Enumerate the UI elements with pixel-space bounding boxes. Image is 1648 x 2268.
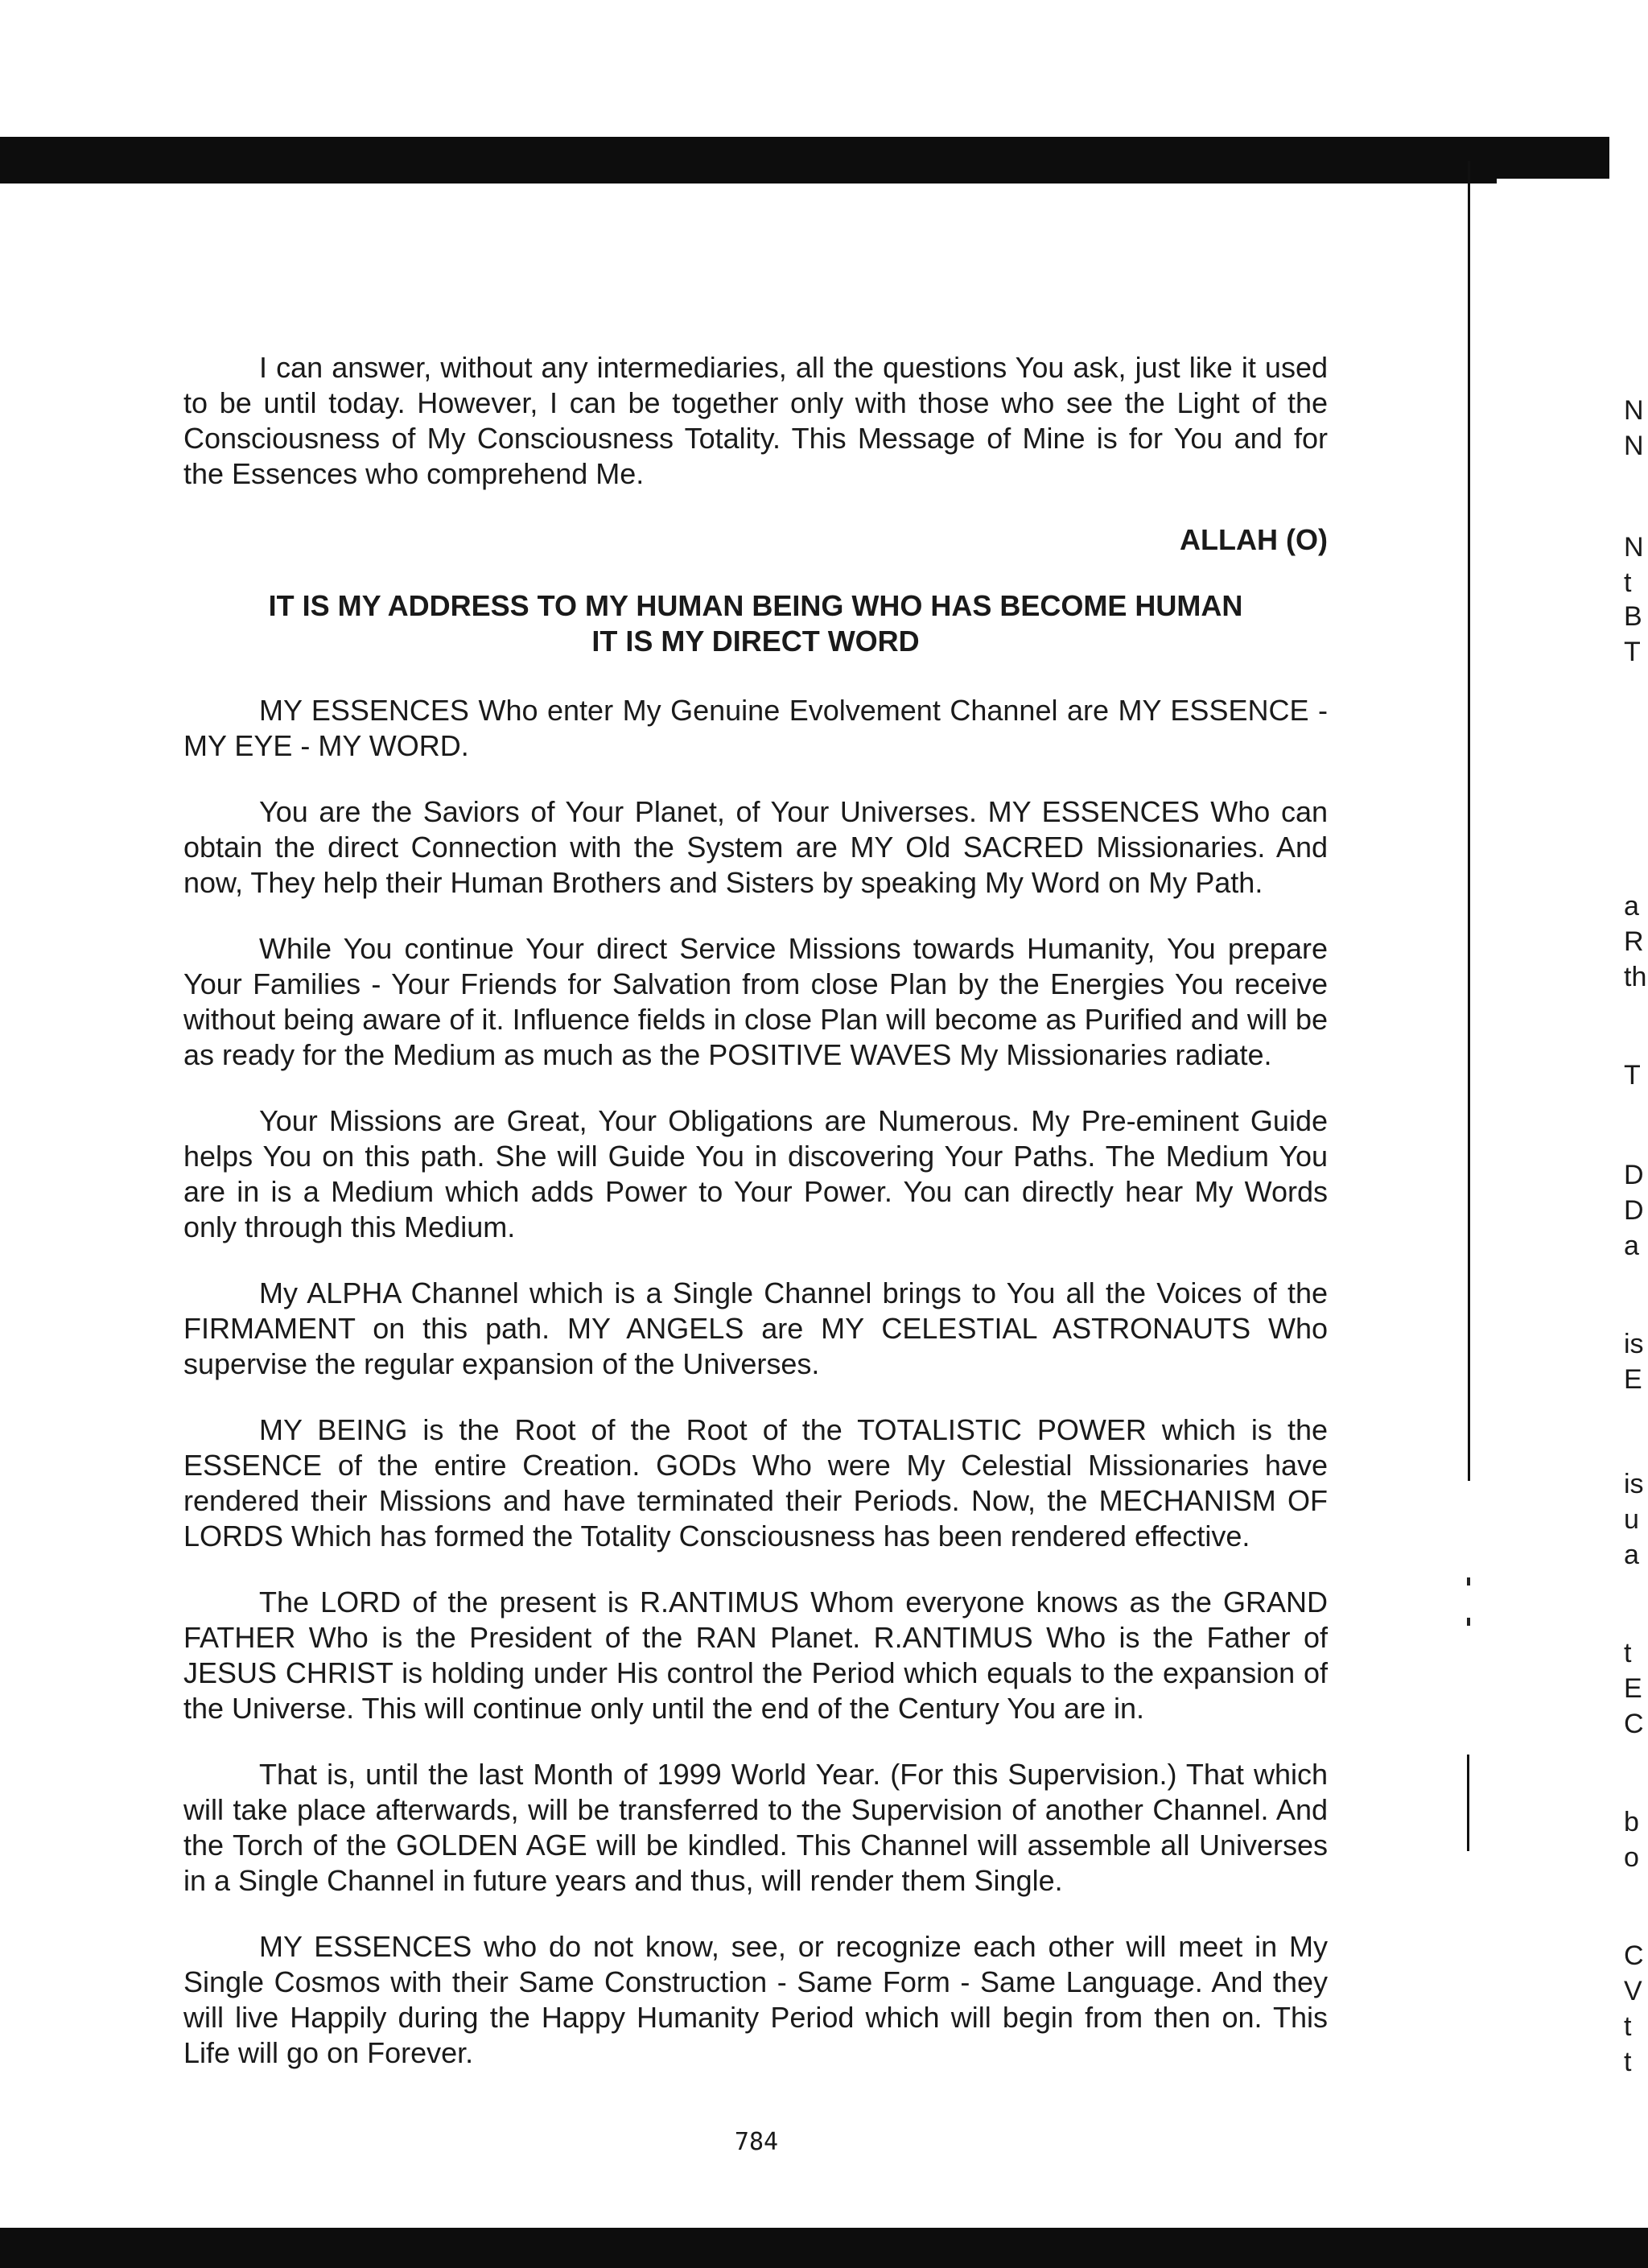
page-number: 784	[734, 2128, 779, 2156]
adjacent-page-fragment: V	[1624, 1976, 1642, 2006]
adjacent-page-fragment: a	[1624, 1231, 1639, 1261]
body-paragraph: MY ESSENCES Who enter My Genuine Evolvement Channel are MY ESSENCE - MY EYE - MY WORD.	[183, 694, 1328, 762]
section-heading	[183, 588, 1328, 659]
adjacent-page-fragment: is	[1624, 1469, 1644, 1499]
adjacent-page-fragment: D	[1624, 1195, 1644, 1226]
adjacent-page-fragment: o	[1624, 1842, 1639, 1873]
adjacent-page-fragment: a	[1624, 891, 1639, 922]
intro-paragraph: I can answer, without any intermediaries, all the questions You ask, just like it used to be until today. However, I can be together only with those who see the Light of the Consciousness of My Consciousness Totality. This Message of Mine is for You and for the Essences who comprehend Me.	[183, 351, 1328, 490]
signature: ALLAH (O)	[1180, 523, 1328, 556]
adjacent-page-fragment: t	[1624, 2047, 1632, 2077]
body-paragraph: That is, until the last Month of 1999 World Year. (For this Supervision.) That which will take place afterwards, will be transferred to the Supervision of another Channel. And the Torch of the GOLDEN AGE will be kindled. This Channel will assemble all Universes in a Single Channel in future years and thus, will render them Single.	[183, 1758, 1328, 1897]
adjacent-page-fragment: th	[1624, 962, 1647, 992]
body-paragraph: MY ESSENCES who do not know, see, or recognize each other will meet in My Single Cosmos with their Same Construction - Same Form - Same Language. And they will live Happily during the Happy Humanity Period which will begin from then on. This Life will go on Forever.	[183, 1930, 1328, 2069]
scan-top-band	[0, 137, 1609, 179]
gutter-mark	[1467, 1618, 1470, 1626]
scan-bottom-band	[0, 2228, 1648, 2268]
adjacent-page-fragment: N	[1624, 532, 1644, 563]
body-paragraph: My ALPHA Channel which is a Single Channel brings to You all the Voices of the FIRMAMENT on this path. MY ANGELS are MY CELESTIAL ASTRONAUTS Who supervise the regular expansion of the Universes.	[183, 1276, 1328, 1380]
adjacent-page-fragment: t	[1624, 567, 1632, 598]
book-gutter-line	[1468, 161, 1470, 1481]
adjacent-page-fragment: t	[1624, 2011, 1632, 2042]
body-paragraph: You are the Saviors of Your Planet, of Your Universes. MY ESSENCES Who can obtain the direct Connection with the System are MY Old SACRED Missionaries. And now, They help their Human Brothers and Sisters by speaking My Word on My Path.	[183, 795, 1328, 899]
adjacent-page-fragment: R	[1624, 926, 1644, 957]
adjacent-page-fragment: T	[1624, 1060, 1641, 1091]
adjacent-page-fragment: a	[1624, 1540, 1639, 1570]
adjacent-page-fragment: D	[1624, 1160, 1644, 1190]
adjacent-page-fragment: t	[1624, 1638, 1632, 1668]
body-paragraph: The LORD of the present is R.ANTIMUS Whom everyone knows as the GRAND FATHER Who is the President of the RAN Planet. R.ANTIMUS Who is the Father of JESUS CHRIST is holding under His control the Period which equals to the expansion of the Universe. This will continue only until the end of the Century You are in.	[183, 1586, 1328, 1725]
adjacent-page-fragment: N	[1624, 431, 1644, 461]
book-gutter-line-lower	[1467, 1755, 1469, 1851]
adjacent-page-fragment: b	[1624, 1807, 1639, 1837]
body-paragraph: Your Missions are Great, Your Obligations are Numerous. My Pre-eminent Guide helps You on this path. She will Guide You in discovering Your Paths. The Medium You are in is a Medium which adds Power to Your Power. You can directly hear My Words only through this Medium.	[183, 1104, 1328, 1243]
scan-top-band-edge	[0, 175, 1497, 184]
adjacent-page-fragment: C	[1624, 1709, 1644, 1739]
adjacent-page-fragment: B	[1624, 601, 1642, 632]
page-body	[183, 350, 1328, 2101]
body-paragraph: While You continue Your direct Service Missions towards Humanity, You prepare Your Families - Your Friends for Salvation from close Plan by the Energies You receive without being aware of it. Influence fields in close Plan will become as Purified and will be as ready for the Medium as much as the POSITIVE WAVES My Missionaries radiate.	[183, 932, 1328, 1071]
adjacent-page-fragment: u	[1624, 1504, 1639, 1535]
body-paragraph: MY BEING is the Root of the Root of the TOTALISTIC POWER which is the ESSENCE of the entire Creation. GODs Who were My Celestial Missionaries have rendered their Missions and have terminated their Periods. Now, the MECHANISM OF LORDS Which has formed the Totality Consciousness has been rendered effective.	[183, 1413, 1328, 1553]
adjacent-page-fragment: E	[1624, 1673, 1642, 1704]
gutter-mark	[1467, 1577, 1470, 1586]
adjacent-page-fragment: N	[1624, 395, 1644, 426]
adjacent-page-fragment: C	[1624, 1940, 1644, 1971]
adjacent-page-fragment: E	[1624, 1364, 1642, 1395]
adjacent-page-fragment: is	[1624, 1329, 1644, 1359]
heading-line-1: IT IS MY ADDRESS TO MY HUMAN BEING WHO HAS BECOME HUMAN	[268, 589, 1243, 622]
adjacent-page-fragment: T	[1624, 637, 1641, 667]
heading-line-2: IT IS MY DIRECT WORD	[591, 625, 920, 658]
